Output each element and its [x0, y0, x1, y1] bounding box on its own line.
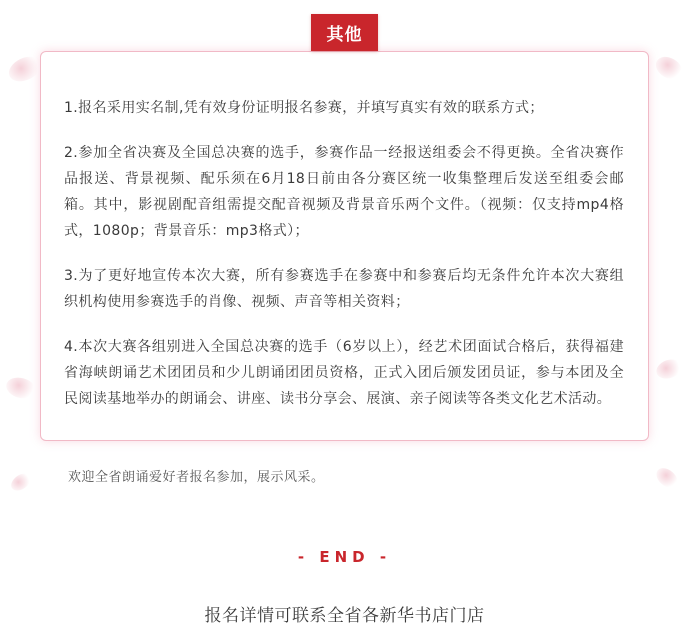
rule-paragraph: 3.为了更好地宣传本次大赛，所有参赛选手在参赛中和参赛后均无条件允许本次大赛组织机构使用参赛选手的肖像、视频、声音等相关资料；	[64, 268, 624, 310]
rule-paragraph: 4.本次大赛各组别进入全国总决赛的选手（6岁以上），经艺术团面试合格后，获得福建省海峡朗诵艺术团团员和少儿朗诵团团员资格，正式入团后颁发团员证，参与本团及全民阅读基地举办的朗诵会、讲座、读书分享会、展演、亲子阅读等各类文化艺术活动。	[64, 339, 624, 407]
rule-paragraph: 1.报名采用实名制,凭有效身份证明报名参赛，并填写真实有效的联系方式；	[64, 100, 544, 116]
decorative-petal	[653, 464, 682, 492]
decorative-petal	[4, 374, 38, 401]
rules-card	[40, 51, 649, 441]
decorative-petal	[8, 470, 34, 494]
decorative-petal	[652, 52, 686, 83]
rule-paragraph: 2.参加全省决赛及全国总决赛的选手，参赛作品一经报送组委会不得更换。全省决赛作品报送、背景视频、配乐须在6月18日前由各分赛区统一收集整理后发送至组委会邮箱。其中，影视剧配音组需提交配音视频及背景音乐两个文件。（视频：仅支持mp4格式，1080p；背景音乐：mp3格式）；	[64, 145, 624, 239]
end-marker: - END -	[297, 548, 392, 566]
decorative-petal	[654, 356, 685, 382]
contact-info-text: 报名详情可联系全省各新华书店门店	[204, 606, 485, 626]
invitation-text: 欢迎全省朗诵爱好者报名参加，展示风采。	[68, 470, 325, 485]
section-title-tag: 其他	[311, 14, 378, 51]
